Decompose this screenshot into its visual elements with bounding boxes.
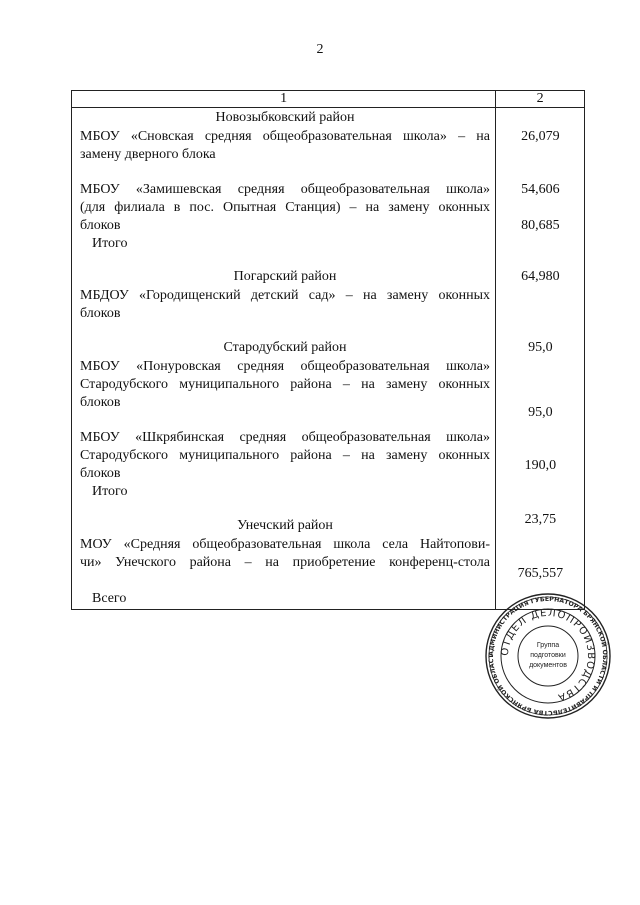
item-line: блоков [80, 466, 121, 481]
amount-value: 54,606 [521, 182, 560, 197]
amounts-cell [496, 108, 584, 609]
amount-value: 26,079 [521, 129, 560, 144]
item-line: МБОУ «Шкрябинская средняя общеобразовательная школа» [80, 430, 490, 445]
district-heading: Унечский район [237, 518, 333, 533]
column-header-1: 1 [72, 91, 496, 108]
subtotal-value: 190,0 [524, 458, 557, 473]
stamp-outer-text: АДМИНИСТРАЦИЯ ГУБЕРНАТОРА БРЯНСКОЙ ОБЛАСТИ И ПРАВИТЕЛЬСТВА БРЯНСКОЙ ОБЛАСТ [487, 595, 609, 717]
official-stamp [484, 592, 612, 720]
amount-value: 95,0 [528, 340, 553, 355]
item-line: МБОУ «Сновская средняя общеобразовательная школа» – на [80, 129, 490, 144]
district-heading: Стародубский район [223, 340, 347, 355]
subtotal-label: Итого [92, 484, 128, 499]
item-line: Стародубского муниципального района – на замену оконных [80, 377, 490, 392]
item-line: МБОУ «Понуровская средняя общеобразовательная школа» [80, 359, 490, 374]
item-line: МОУ «Средняя общеобразовательная школа села Найтопови- [80, 537, 490, 552]
item-line: замену дверного блока [80, 147, 216, 162]
stamp-graphic [484, 592, 612, 720]
table-body-row [72, 108, 585, 610]
descriptions-cell [72, 108, 495, 609]
amount-value: 95,0 [528, 405, 553, 420]
stamp-center-line: Группа [536, 642, 560, 649]
grand-total-label: Всего [92, 591, 127, 606]
item-line: Стародубского муниципального района – на замену оконных [80, 448, 490, 463]
column-header-2: 2 [496, 91, 585, 108]
stamp-center-line: документов [529, 662, 567, 669]
district-heading: Погарский район [233, 269, 337, 284]
item-line: (для филиала в пос. Опытная Станция) – на замену оконных [80, 200, 490, 215]
allocation-table [71, 90, 585, 610]
page-number: 2 [316, 42, 324, 57]
stamp-middle-text: ОТДЕЛ ДЕЛОПРОИЗВОДСТВА [499, 607, 597, 703]
subtotal-value: 80,685 [521, 218, 560, 233]
item-line: блоков [80, 218, 121, 233]
item-line: блоков [80, 395, 121, 410]
grand-total-value: 765,557 [517, 566, 564, 581]
item-line: блоков [80, 306, 121, 321]
table-header-row [72, 91, 585, 108]
district-heading: Новозыбковский район [215, 110, 355, 125]
item-line: МБОУ «Замишевская средняя общеобразовательная школа» [80, 182, 490, 197]
amount-value: 23,75 [524, 512, 557, 527]
item-line: МБДОУ «Городищенский детский сад» – на замену оконных [80, 288, 490, 303]
amount-value: 64,980 [521, 269, 560, 284]
stamp-center-line: подготовки [530, 652, 566, 659]
item-line: чи» Унечского района – на приобретение конференц-стола [80, 555, 490, 570]
subtotal-label: Итого [92, 236, 128, 251]
